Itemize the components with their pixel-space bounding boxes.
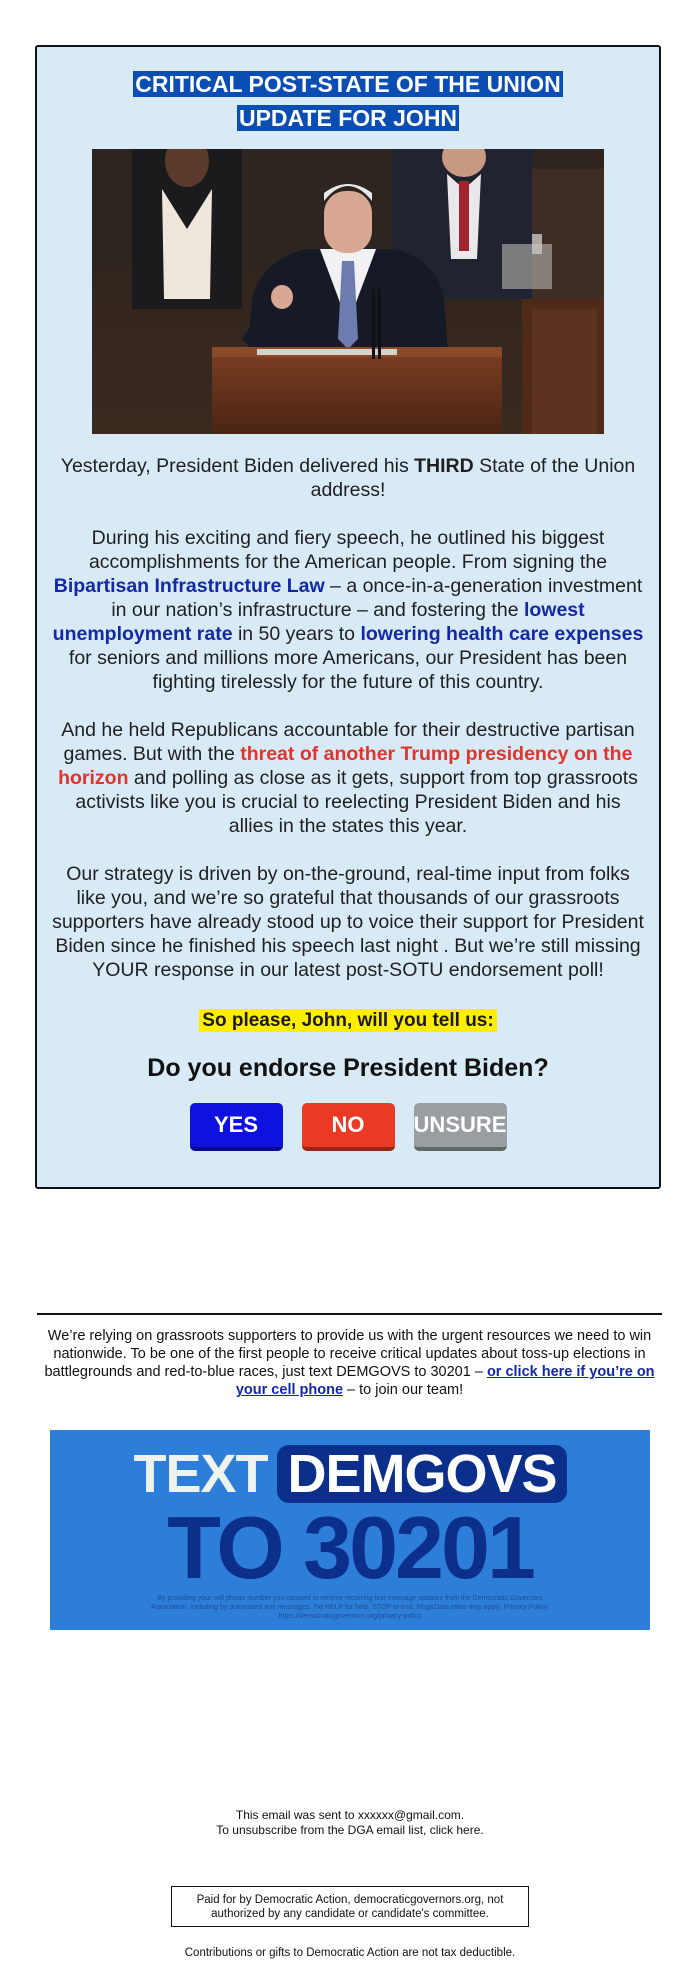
paid-for-text: Paid for by Democratic Action, democraticgovernors.org, not authorized by any candidate or candidate's committee. (196, 1893, 504, 1920)
intro-text-c: State of the Union address! (310, 455, 636, 501)
accomplishments-text-a: During his exciting and fiery speech, he outlined his biggest accomplishments for the American people. From signing the (88, 527, 608, 573)
cell-phone-link[interactable]: or click here if you’re on your cell phone (235, 1364, 655, 1398)
sent-notice (0, 1808, 700, 1838)
poll-question: Do you endorse President Biden? (147, 1054, 549, 1082)
sent-to-line: This email was sent to xxxxxx@gmail.com. (235, 1808, 465, 1822)
republicans-text-c: and polling as close as it gets, support from top grassroots activists like you is crucial to reelecting President Biden and his allies in the states this year. (75, 767, 638, 837)
unsure-button[interactable]: UNSURE (414, 1103, 507, 1151)
health-care-highlight: lowering health care expenses (360, 623, 644, 645)
paragraph-republicans (51, 718, 645, 838)
grassroots-paragraph (37, 1327, 662, 1399)
accomplishments-text-c: – a once-in-a-generation investment in our nation’s infrastructure – and fostering the (111, 575, 643, 621)
footer-divider (37, 1313, 662, 1315)
accomplishments-text-g: for seniors and millions more Americans, our President has been fighting tirelessly for the future of this country. (68, 647, 628, 693)
text-demgovs-banner[interactable] (50, 1430, 650, 1630)
no-button[interactable]: NO (302, 1103, 395, 1151)
poll-buttons (37, 1103, 659, 1151)
accomplishments-text-e: in 50 years to (232, 623, 361, 645)
ask-line (37, 1010, 659, 1032)
banner-fine-print: By providing your cell phone number you consent to receive recurring text message updates from the Democratic Governors Association, including by automated text messages. Txt HELP for help, STOP to end. Msg&Data rates may apply. Privacy Policy: https://democraticgovernors.org/privacy-policy (150, 1595, 550, 1620)
banner-text-word: TEXT (133, 1444, 268, 1504)
headline: CRITICAL POST-STATE OF THE UNION UPDATE FOR JOHN (135, 71, 561, 131)
paragraph-intro (51, 454, 645, 502)
contributions-notice: Contributions or gifts to Democratic Action are not tax deductible. (184, 1947, 516, 1959)
infrastructure-law-highlight: Bipartisan Infrastructure Law (53, 575, 325, 597)
intro-text-a: Yesterday, President Biden delivered his (60, 455, 415, 477)
banner-number: TO 30201 (167, 1498, 533, 1597)
paid-for-box (171, 1886, 529, 1927)
banner-keyword-pill: DEMGOVS (277, 1445, 566, 1503)
intro-emphasis: THIRD (414, 455, 474, 477)
grassroots-text: We’re relying on grassroots supporters to provide us with the urgent resources we need to win nationwide. To be one of the first people to receive critical updates about toss-up elections in battlegrounds and red-to-blue races, just text DEMGOVS to 30201 – (44, 1328, 652, 1380)
trump-threat-highlight: threat of another Trump presidency on the horizon (58, 743, 633, 789)
paragraph-strategy: Our strategy is driven by on-the-ground, real-time input from folks like you, and we’re so grateful that thousands of our grassroots supporters have already stood up to voice their support for President Biden since he finished his speech last night . But we’re still missing YOUR response in our latest post-SOTU endorsement poll! (52, 863, 644, 981)
headline-wrap (87, 69, 609, 137)
banner-line-1 (50, 1444, 650, 1504)
grassroots-tail: – to join our team! (343, 1382, 464, 1398)
ask-highlight: So please, John, will you tell us: (199, 1009, 496, 1032)
unemployment-highlight: lowest unemployment rate (52, 599, 585, 645)
speech-photo (92, 149, 604, 434)
paragraph-accomplishments (51, 526, 645, 694)
yes-button[interactable]: YES (190, 1103, 283, 1151)
email-card (35, 45, 661, 1189)
republicans-text-a: And he held Republicans accountable for their destructive partisan games. But with the (61, 719, 635, 765)
unsubscribe-link[interactable]: To unsubscribe from the DGA email list, click here. (216, 1823, 484, 1837)
